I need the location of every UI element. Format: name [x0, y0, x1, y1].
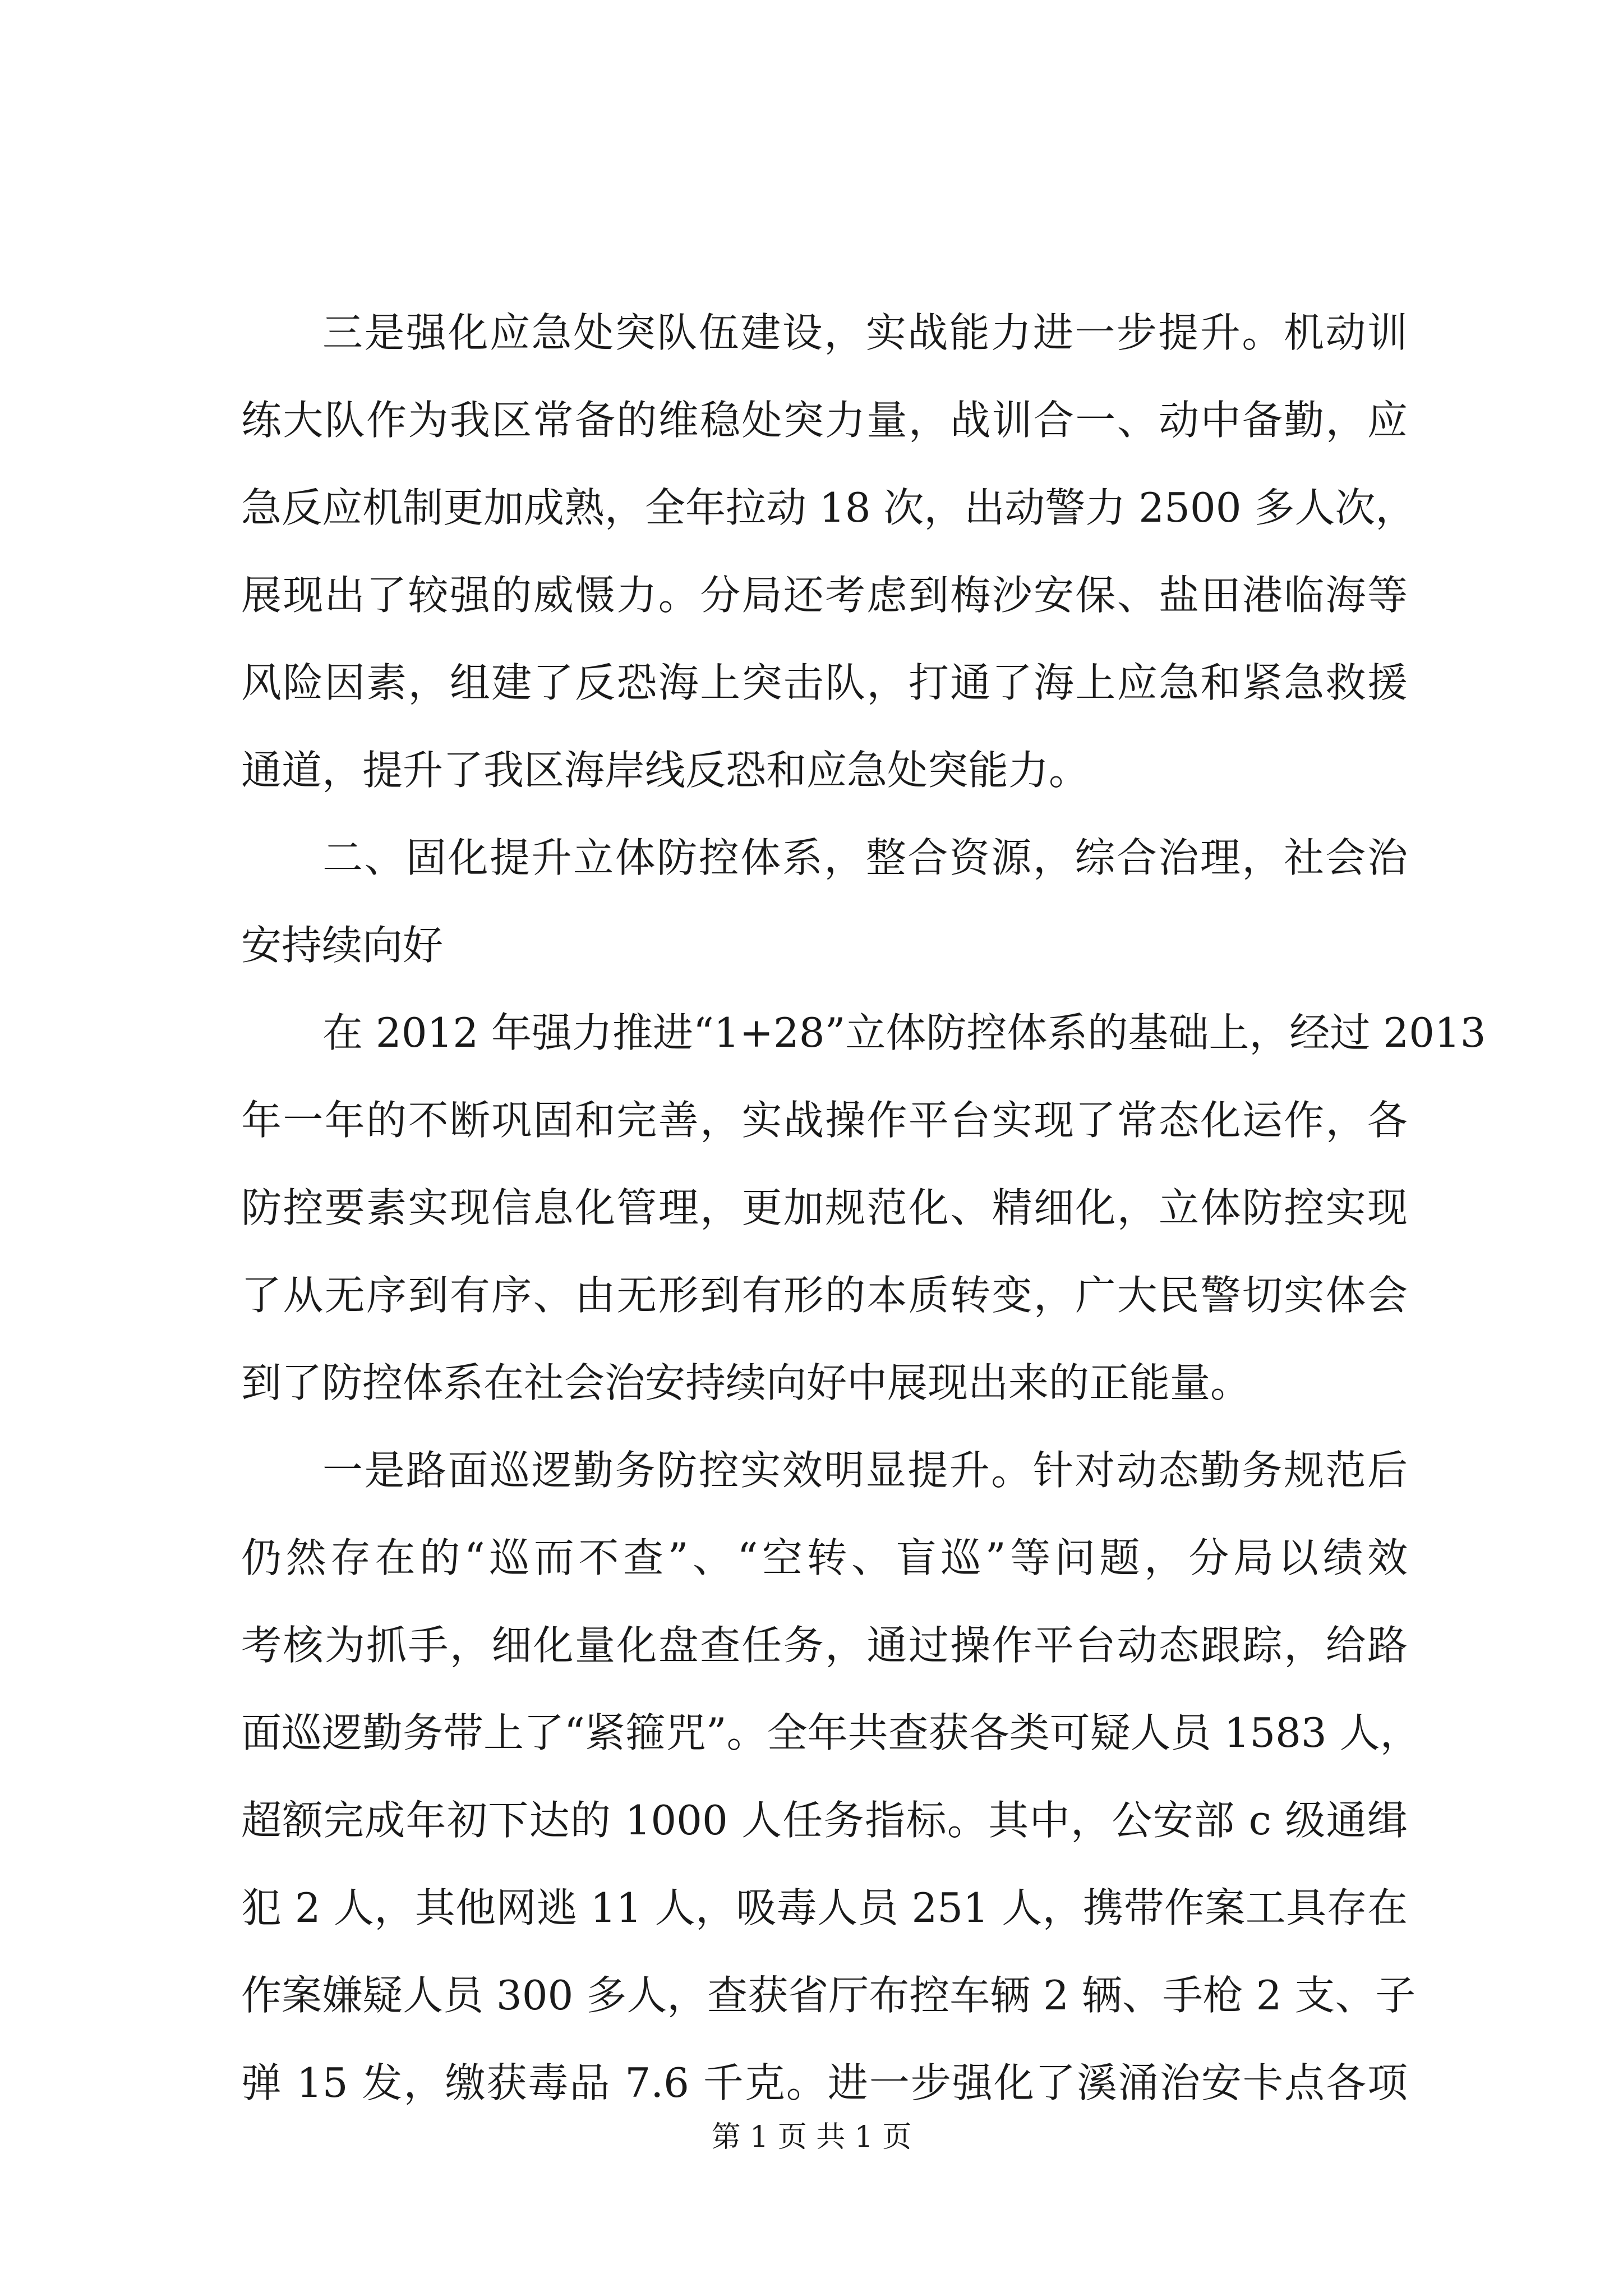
paragraph-line: 年一年的不断巩固和完善，实战操作平台实现了常态化运作，各: [241, 1097, 1408, 1144]
section-heading-line: 安持续向好: [241, 922, 444, 969]
paragraph-line: 超额完成年初下达的 1000 人任务指标。其中，公安部 c 级通缉: [241, 1797, 1408, 1844]
paragraph-line: 风险因素，组建了反恐海上突击队，打通了海上应急和紧急救援: [241, 659, 1408, 706]
paragraph-line: 急反应机制更加成熟，全年拉动 18 次，出动警力 2500 多人次，: [241, 484, 1416, 531]
paragraph-line: 一是路面巡逻勤务防控实效明显提升。针对动态勤务规范后: [322, 1447, 1408, 1494]
paragraph-line: 考核为抓手，细化量化盘查任务，通过操作平台动态跟踪，给路: [241, 1622, 1408, 1669]
paragraph-line: 到了防控体系在社会治安持续向好中展现出来的正能量。: [241, 1359, 1251, 1406]
paragraph-line: 展现出了较强的威慑力。分局还考虑到梅沙安保、盐田港临海等: [241, 572, 1408, 619]
paragraph-line: 犯 2 人，其他网逃 11 人，吸毒人员 251 人，携带作案工具存在: [241, 1884, 1408, 1931]
paragraph-line: 三是强化应急处突队伍建设，实战能力进一步提升。机动训: [322, 309, 1408, 356]
paragraph-line: 通道，提升了我区海岸线反恐和应急处突能力。: [241, 747, 1090, 794]
paragraph-line: 练大队作为我区常备的维稳处突力量，战训合一、动中备勤，应: [241, 397, 1408, 444]
paragraph-line: 弹 15 发，缴获毒品 7.6 千克。进一步强化了溪涌治安卡点各项: [241, 2059, 1408, 2106]
paragraph-line: 作案嫌疑人员 300 多人，查获省厅布控车辆 2 辆、手枪 2 支、子: [241, 1972, 1416, 2019]
section-heading-line: 二、固化提升立体防控体系，整合资源，综合治理，社会治: [322, 834, 1408, 881]
paragraph-line: 仍然存在的“巡而不查”、“空转、盲巡”等问题，分局以绩效: [241, 1534, 1408, 1581]
paragraph-line: 了从无序到有序、由无形到有形的本质转变，广大民警切实体会: [241, 1272, 1408, 1319]
paragraph-line: 防控要素实现信息化管理，更加规范化、精细化，立体防控实现: [241, 1184, 1408, 1231]
paragraph-line: 面巡逻勤务带上了“紧箍咒”。全年共查获各类可疑人员 1583 人，: [241, 1709, 1421, 1756]
paragraph-line: 在 2012 年强力推进“1+28”立体防控体系的基础上，经过 2013: [322, 1009, 1486, 1056]
page-footer: 第 1 页 共 1 页: [711, 2120, 912, 2154]
